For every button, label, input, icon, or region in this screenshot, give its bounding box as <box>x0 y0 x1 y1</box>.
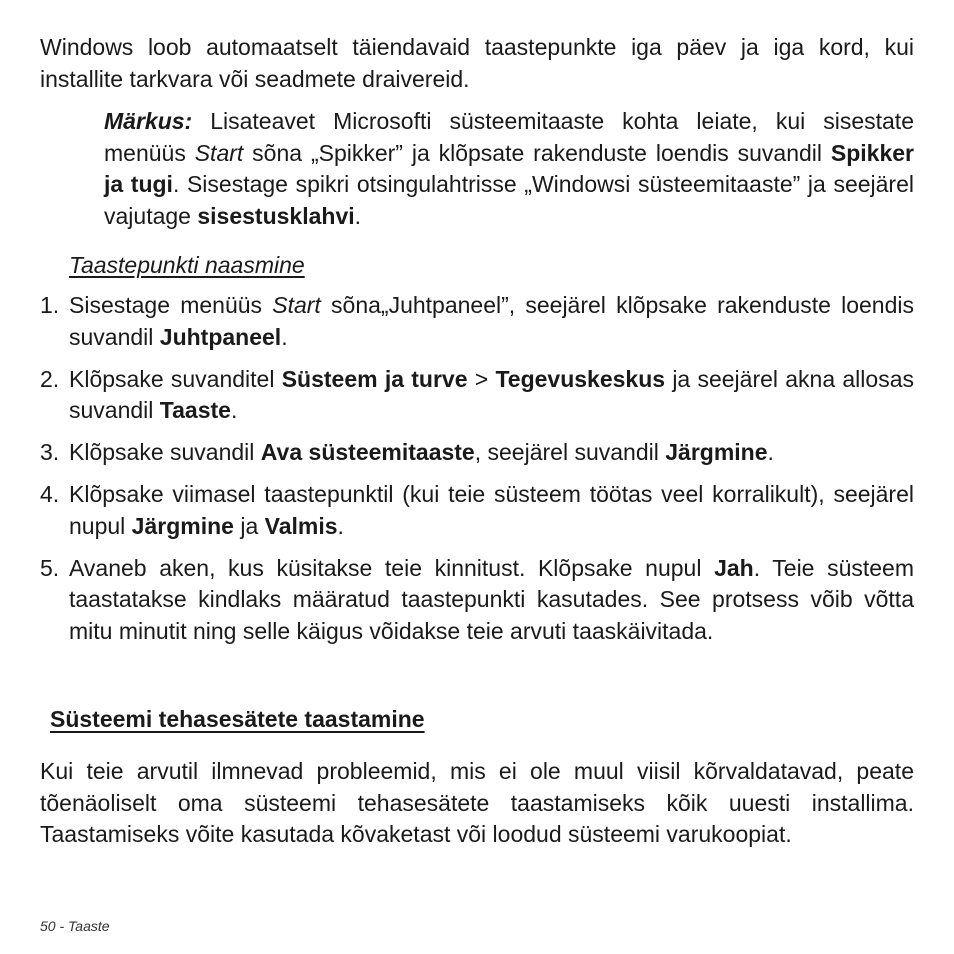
step-text: Klõpsake suvandil <box>69 439 261 465</box>
step-bold: Jah <box>714 554 754 581</box>
step-bold: Valmis <box>264 512 338 539</box>
list-item <box>40 437 914 469</box>
subheading-restore-point: Taastepunkti naasmine <box>69 252 305 278</box>
step-bold: Süsteem ja turve <box>281 365 468 392</box>
note-text-1: Lisateavet Microsofti süsteemitaaste kohta leiate, kui sisestate menüüs <box>104 108 914 166</box>
section-heading: Süsteemi tehasesätete taastamine <box>50 706 425 732</box>
note-text-2: sõna „Spikker” ja klõpsate rakenduste loendis suvandil <box>243 139 831 166</box>
note-start-term: Start <box>194 139 244 166</box>
step-bold: Ava süsteemitaaste <box>260 439 475 465</box>
step-number: 2. <box>40 365 60 392</box>
note-bold-enter-key: sisestusklahvi <box>197 202 355 229</box>
note-text-4: . <box>354 202 362 229</box>
step-start-term: Start <box>272 292 321 318</box>
list-item <box>40 290 914 353</box>
step-bold: Juhtpaneel <box>159 323 282 350</box>
step-text: Klõpsake viimasel taastepunktil (kui teie süsteem töötas veel korralikult), seejärel nupul <box>69 481 914 539</box>
list-item <box>40 364 914 427</box>
step-text: Klõpsake suvanditel <box>69 365 282 392</box>
step-bold: Tegevuskeskus <box>495 365 666 392</box>
list-item <box>40 479 914 542</box>
step-text: . <box>281 323 288 350</box>
step-text: ja seejärel akna allosas suvandil <box>69 365 914 423</box>
step-number: 4. <box>40 481 60 507</box>
step-text: . <box>767 439 774 465</box>
intro-paragraph: Windows loob automaatselt täiendavaid taastepunkte iga päev ja iga kord, kui installite tarkvara või seadmete draivereid. <box>40 34 914 92</box>
step-text: , seejärel suvandil <box>474 439 666 465</box>
step-number: 3. <box>40 439 60 465</box>
step-text: . <box>337 512 344 539</box>
note-bold-help: Spikker ja tugi <box>104 139 914 197</box>
step-bold: Järgmine <box>665 439 768 465</box>
steps-list <box>40 290 914 658</box>
list-item <box>40 553 914 648</box>
note-label: Märkus: <box>104 108 193 134</box>
step-bold: Taaste <box>159 397 231 423</box>
step-number: 5. <box>40 554 60 581</box>
step-text: > <box>467 365 496 392</box>
step-text: Sisestage menüüs <box>69 292 273 318</box>
page-footer: 50 - Taaste <box>40 918 110 934</box>
step-text: . <box>230 397 238 423</box>
step-text: Avaneb aken, kus küsitakse teie kinnitust. Klõpsake nupul <box>69 554 715 581</box>
step-text: sõna„Juhtpaneel”, seejärel klõpsake rakenduste loendis suvandil <box>69 292 914 350</box>
step-number: 1. <box>40 292 60 318</box>
step-text: ja <box>233 512 265 539</box>
outro-paragraph: Kui teie arvutil ilmnevad probleemid, mis ei ole muul viisil kõrvaldatavad, peate tõenäoliselt oma süsteemi tehasesätete taastamiseks kõik uuesti installima. Taastamiseks võite kasutada kõvaketast või loodud süsteemi varukoopiat. <box>40 758 914 847</box>
note-text-3: . Sisestage spikri otsingulahtrisse „Windowsi süsteemitaaste” ja seejärel vajutage <box>104 171 914 229</box>
step-bold: Järgmine <box>131 512 234 539</box>
step-text: . Teie süsteem taastatakse kindlaks määratud taastepunkti kasutades. See protsess võib võtta mitu minutit ning selle käigus võidakse teie arvuti taaskäivitada. <box>69 554 914 644</box>
note-paragraph <box>104 106 914 232</box>
